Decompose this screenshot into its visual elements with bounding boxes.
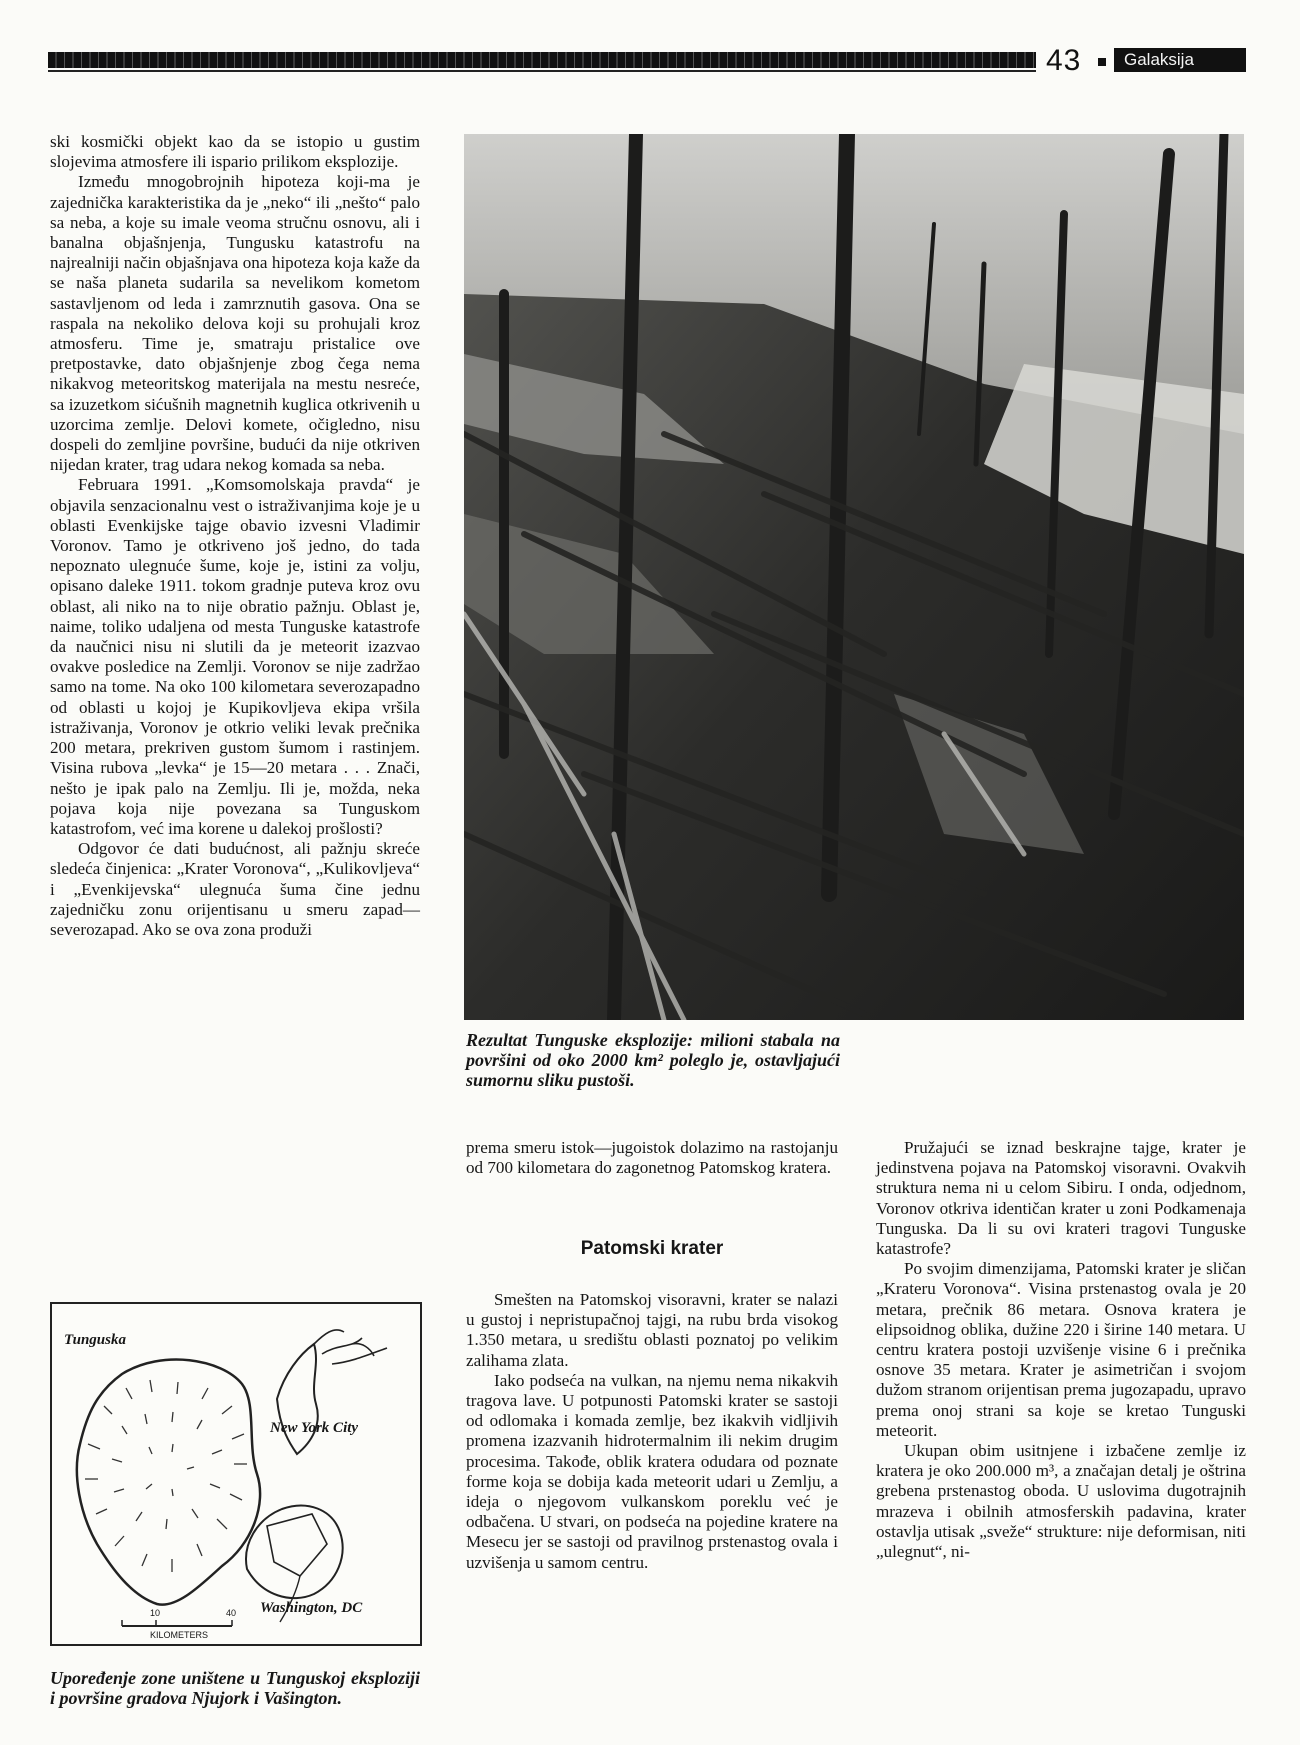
map-label-washington: Washington, DC	[260, 1600, 363, 1616]
map-drawing	[52, 1304, 420, 1644]
map-caption: Upoređenje zone uništene u Tunguskoj eksploziji i površine gradova Njujork i Vašington.	[50, 1668, 420, 1708]
paragraph: Odgovor će dati budućnost, ali pažnju skreće sledeća činjenica: „Krater Voronova“, „Kulikovljeva“ i „Evenkijevska“ ulegnuća šuma čine jednu zajedničku zonu orijentisanu u smeru zapad—severozapad. Ako se ova zona produži	[50, 839, 420, 939]
header-bullet	[1098, 58, 1106, 66]
paragraph: ski kosmički objekt kao da se istopio u gustim slojevima atmosfere ili ispario prilikom eksplozije.	[50, 132, 420, 172]
left-column	[50, 132, 420, 940]
paragraph: prema smeru istok—jugoistok dolazimo na rastojanju od 700 kilometara do zagonetnog Patomskog kratera.	[466, 1138, 838, 1178]
scale-mark-40: 40	[226, 1608, 237, 1618]
magazine-name: Galaksija	[1114, 48, 1246, 72]
paragraph: Pružajući se iznad beskrajne tajge, krater je jedinstvena pojava na Patomskoj visoravni. Ovakvih struktura nema ni u celom Sibiru. I onda, odjednom, Voronov otkriva identičan krater u zoni Podkamenaja Tunguska. Da li su ovi krateri tragovi Tunguske katastrofe?	[876, 1138, 1246, 1259]
header-rule	[48, 52, 1036, 68]
scale-mark-10: 10	[150, 1608, 161, 1618]
paragraph: Između mnogobrojnih hipoteza koji-ma je zajednička karakteristika da je „neko“ ili „nešto“ palo sa neba, a koje su imale veoma stručnu osnovu, ali i banalna objašnjenja, Tungusku katastrofu na najrealniji način objašnjava ona hipoteza koja kaže da se naša planeta sudarila sa nevelikom kometom sastavljenom od leda i zamrznutih gasova. Ona se raspala na nekoliko delova koji su prohujali kroz atmosferu. Time je, smatraju pristalice ove pretpostavke, dato objašnjenje zbog čega nema nikakvog meteoritskog materijala na mestu nesreće, sa izuzetkom sićušnih magnetnih kuglica otkrivenih u uzorcima zemlje. Delovi komete, očigledno, nisu dospeli do zemljine površine, budući da nije otkriven nijedan krater, trag udara nekog komada sa neba.	[50, 172, 420, 475]
section-heading: Patomski krater	[580, 1238, 724, 1259]
paragraph: Iako podseća na vulkan, na njemu nema nikakvih tragova lave. U potpunosti Patomski krater se sastoji od odlomaka i komada zemlje, bez ikakvih vidljivih promena izazvanih hidrotermalnim ili nekim drugim procesima. Takođe, oblik kratera odudara od poznate forme koja se dobija kada meteorit udari u Zemlju, a ideja o njegovom vulkanskom poreklu već je odbačena. U stvari, on podseća na pojedine kratere na Mesecu jer se sastoji od pravilnog prstenastog ovala i uzvišenja u samom centru.	[466, 1370, 838, 1572]
paragraph: Ukupan obim usitnjene i izbačene zemlje iz kratera je oko 200.000 m³, a značajan detalj je oštrina grebena prstenastog oboda. U uslovima dugotrajnih mrazeva i obilnih atmosferskih padavina, krater ostavlja utisak „sveže“ strukture: nije deformisan, niti „ulegnut“, ni-	[876, 1441, 1246, 1562]
photo-caption: Rezultat Tunguske eksplozije: milioni stabala na površini od oko 2000 km² poleglo je, ostavljajući sumornu sliku pustoši.	[466, 1030, 840, 1090]
forest-photograph	[464, 134, 1244, 1020]
right-column	[876, 1138, 1246, 1562]
page-number: 43	[1046, 44, 1082, 77]
map-label-tunguska: Tunguska	[64, 1332, 126, 1348]
paragraph: Februara 1991. „Komsomolskaja pravda“ je objavila senzacionalnu vest o istraživanjima koje je u oblasti Evenkijske tajge obavio izvesni Vladimir Voronov. Tamo je otkriveno još jedno, do tada nepoznato ulegnuće šume, koje je, istini za volju, opisano daleke 1911. tokom gradnje puteva kroz ovu oblast, ali niko na to nije obratio pažnju. Oblast je, naime, toliko udaljena od mesta Tunguske katastrofe da naučnici nisu ni slutili da je meteorit izazvao ovakve posledice na Zemlji. Voronov se nije zadržao samo na tome. Na oko 100 kilometara severozapadno od oblasti u kojoj je Kupikovljeva ekipa vršila istraživanja, Voronov je otkrio veliki levak prečnika 200 metara, prekriven gustom šumom i rastinjem. Visina rubova „levka“ je 15—20 metara . . . Znači, nešto je ipak palo na Zemlju. Ili je, možda, neka pojava koja nije povezana sa Tunguskom katastrofom, već ima korene u dalekoj prošlosti?	[50, 475, 420, 838]
paragraph: Po svojim dimenzijama, Patomski krater je sličan „Krateru Voronova“. Visina prstenastog ovala je 20 metara, prečnik 86 metara. Osnova kratera je elipsoidnog oblika, dužine 220 i širine 140 metara. U centru kratera postoji uzvišenje visine 6 i prečnika osnove 35 metara. Krater je asimetričan i svojom dužom stranom orijentisan prema jugozapadu, upravo prema onoj strani sa koje se kretao Tunguski meteorit.	[876, 1259, 1246, 1440]
paragraph: Smešten na Patomskoj visoravni, krater se nalazi u gustoj i nepristupačnoj tajgi, na rubu brda visokog 1.350 metara, u središtu oblasti poznatoj po velikim zalihama zlata.	[466, 1290, 838, 1370]
map-label-new-york: New York City	[270, 1420, 359, 1436]
header-rule-thin	[48, 70, 1036, 72]
middle-column-body	[466, 1290, 838, 1573]
comparison-map	[50, 1302, 422, 1646]
scale-unit: KILOMETERS	[150, 1630, 209, 1640]
middle-column	[466, 1138, 838, 1178]
